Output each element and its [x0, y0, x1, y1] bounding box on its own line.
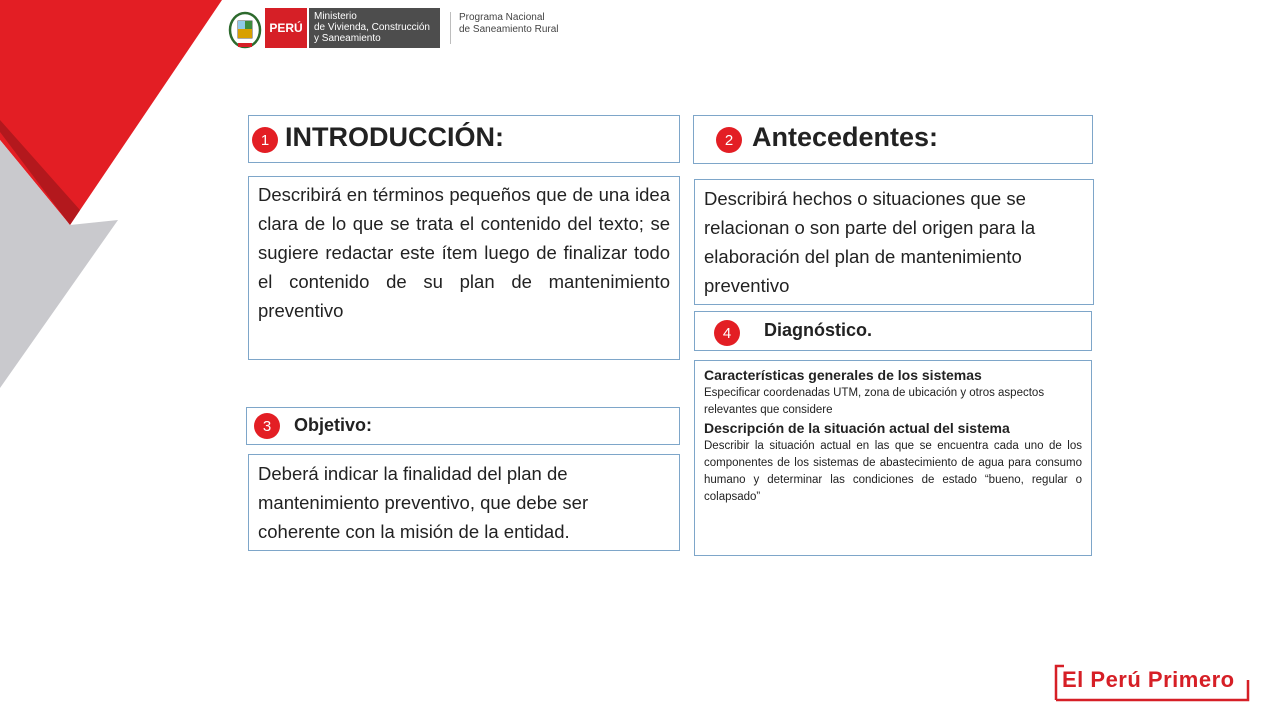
antecedentes-title: Antecedentes: [752, 122, 939, 152]
ministry-line: y Saneamiento [314, 33, 381, 44]
diagnostico-subtitle-2: Descripción de la situación actual del sistema [704, 420, 1010, 436]
coat-of-arms-icon [228, 10, 262, 50]
intro-title: INTRODUCCIÓN: [285, 122, 504, 152]
objetivo-body-text: Deberá indicar la finalidad del plan de mantenimiento preventivo, que debe ser coherente con la misión de la entidad. [258, 463, 589, 542]
antecedentes-body-text: Describirá hechos o situaciones que se relacionan o son parte del origen para la elaboración del plan de mantenimiento preventivo [704, 188, 1036, 296]
objetivo-number-badge: 3 [254, 413, 280, 439]
ministry-logo [309, 8, 440, 48]
program-name [450, 12, 559, 44]
el-peru-primero-logo-text: El Perú Primero [1062, 667, 1235, 692]
diagnostico-content [704, 366, 1082, 506]
decorative-corner-shapes [0, 0, 240, 400]
program-line: Programa Nacional [459, 12, 545, 23]
diagnostico-text-2: Describir la situación actual en las que se encuentra cada uno de los componentes de los sistemas de abastecimiento de agua para consumo humano y determinar las condiciones de estado “bueno, regular o colapsado” [704, 440, 1082, 503]
intro-body-text: Describirá en términos pequeños que de una idea clara de lo que se trata el contenido del texto; se sugiere redactar este ítem luego de finalizar todo el contenido de su plan de mantenimiento preventivo [258, 184, 670, 321]
diagnostico-title-box [694, 311, 1092, 351]
objetivo-title: Objetivo: [294, 415, 373, 435]
diagnostico-text-1: Especificar coordenadas UTM, zona de ubicación y otros aspectos relevantes que considere [704, 387, 1045, 416]
diagnostico-subtitle-1: Características generales de los sistemas [704, 367, 982, 383]
ministry-line: de Vivienda, Construcción [314, 22, 430, 33]
peru-logo: PERÚ [265, 8, 307, 48]
ministry-line: Ministerio [314, 11, 357, 22]
intro-number-badge: 1 [252, 127, 278, 153]
program-line: de Saneamiento Rural [459, 24, 559, 35]
antecedentes-number-badge: 2 [716, 127, 742, 153]
diagnostico-number-badge: 4 [714, 320, 740, 346]
diagnostico-title: Diagnóstico. [764, 320, 873, 340]
